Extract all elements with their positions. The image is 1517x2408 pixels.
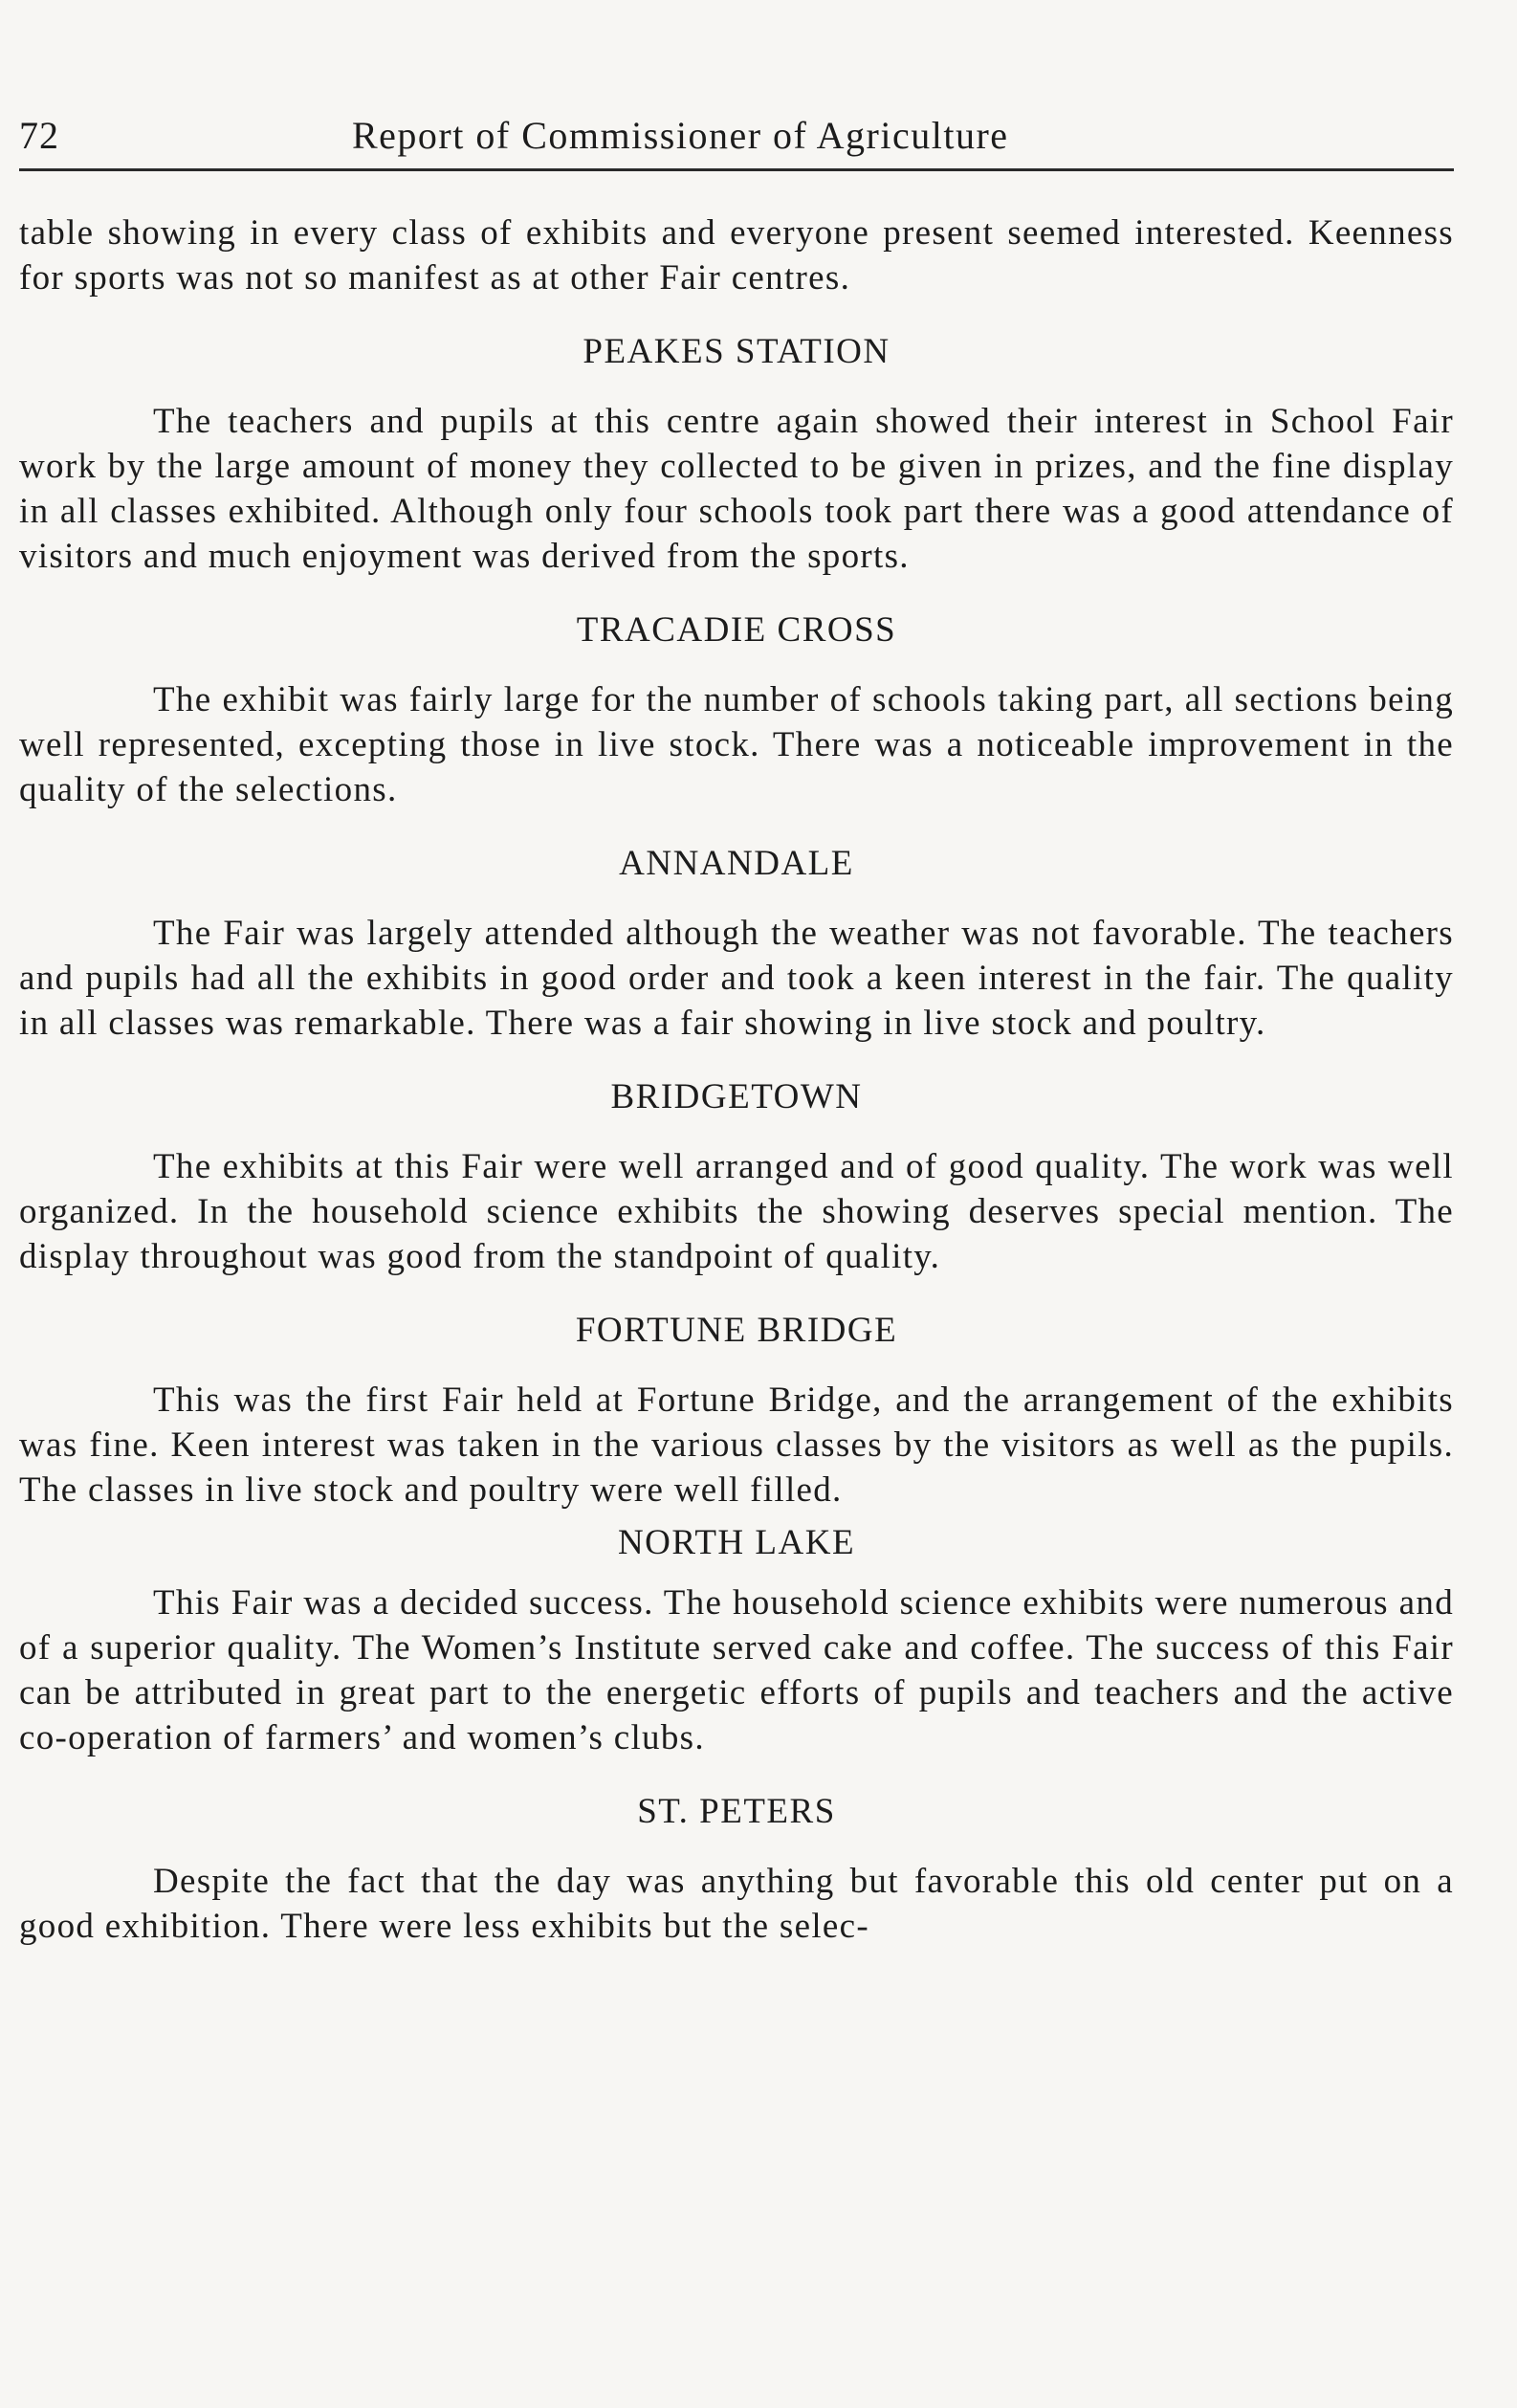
section-heading-peakes-station: PEAKES STATION [583,332,890,371]
header-rule [19,168,1454,171]
page-header [19,113,1454,170]
body-text [19,210,1454,1949]
document-page [19,0,1454,2408]
section-heading-st-peters: ST. PETERS [637,1792,836,1831]
section-heading-fortune-bridge: FORTUNE BRIDGE [575,1311,898,1350]
section-text-annandale: The Fair was largely attended although the weather was not favorable. The teachers and pupils had all the exhibits in good order and took a keen interest in the fair. The quality in all classes was remarkable. There was a fair showing in live stock and poultry. [19,914,1454,1043]
page-number: 72 [19,114,59,157]
section-text-st-peters: Despite the fact that the day was anything but favorable this old center put on a good exhibition. There were less exhibits but the selec- [19,1862,1454,1946]
section-text-tracadie-cross: The exhibit was fairly large for the number of schools taking part, all sections being well represented, excepting those in live stock. There was a noticeable improvement in the quality of the selections. [19,680,1454,809]
section-text-peakes-station: The teachers and pupils at this centre again showed their interest in School Fair work by the large amount of money they collected to be given in prizes, and the fine display in all classes exhibited. Although only four schools took part there was a good attendance of visitors and much enjoyment was derived from the sports. [19,402,1454,576]
section-text-fortune-bridge: This was the first Fair held at Fortune Bridge, and the arrangement of the exhibits was fine. Keen interest was taken in the various classes by the visitors as well as the pupils. The classes in live stock and poultry were well filled. [19,1381,1454,1510]
intro-paragraph: table showing in every class of exhibits and everyone present seemed interested. Keenness for sports was not so manifest as at other Fair centres. [19,213,1454,298]
section-text-bridgetown: The exhibits at this Fair were well arranged and of good quality. The work was well organized. In the household science exhibits the showing deserves special mention. The display throughout was good from the standpoint of quality. [19,1147,1454,1276]
running-title: Report of Commissioner of Agriculture [352,114,1009,157]
section-heading-tracadie-cross: TRACADIE CROSS [576,610,897,650]
section-heading-north-lake: NORTH LAKE [617,1523,856,1562]
section-heading-bridgetown: BRIDGETOWN [610,1077,863,1116]
section-heading-annandale: ANNANDALE [619,844,854,883]
section-text-north-lake: This Fair was a decided success. The household science exhibits were numerous and of a superior quality. The Women’s Institute served cake and coffee. The success of this Fair can be attributed in great part to the energetic efforts of pupils and teachers and the active co-operation of farmers’ and women’s clubs. [19,1583,1454,1757]
